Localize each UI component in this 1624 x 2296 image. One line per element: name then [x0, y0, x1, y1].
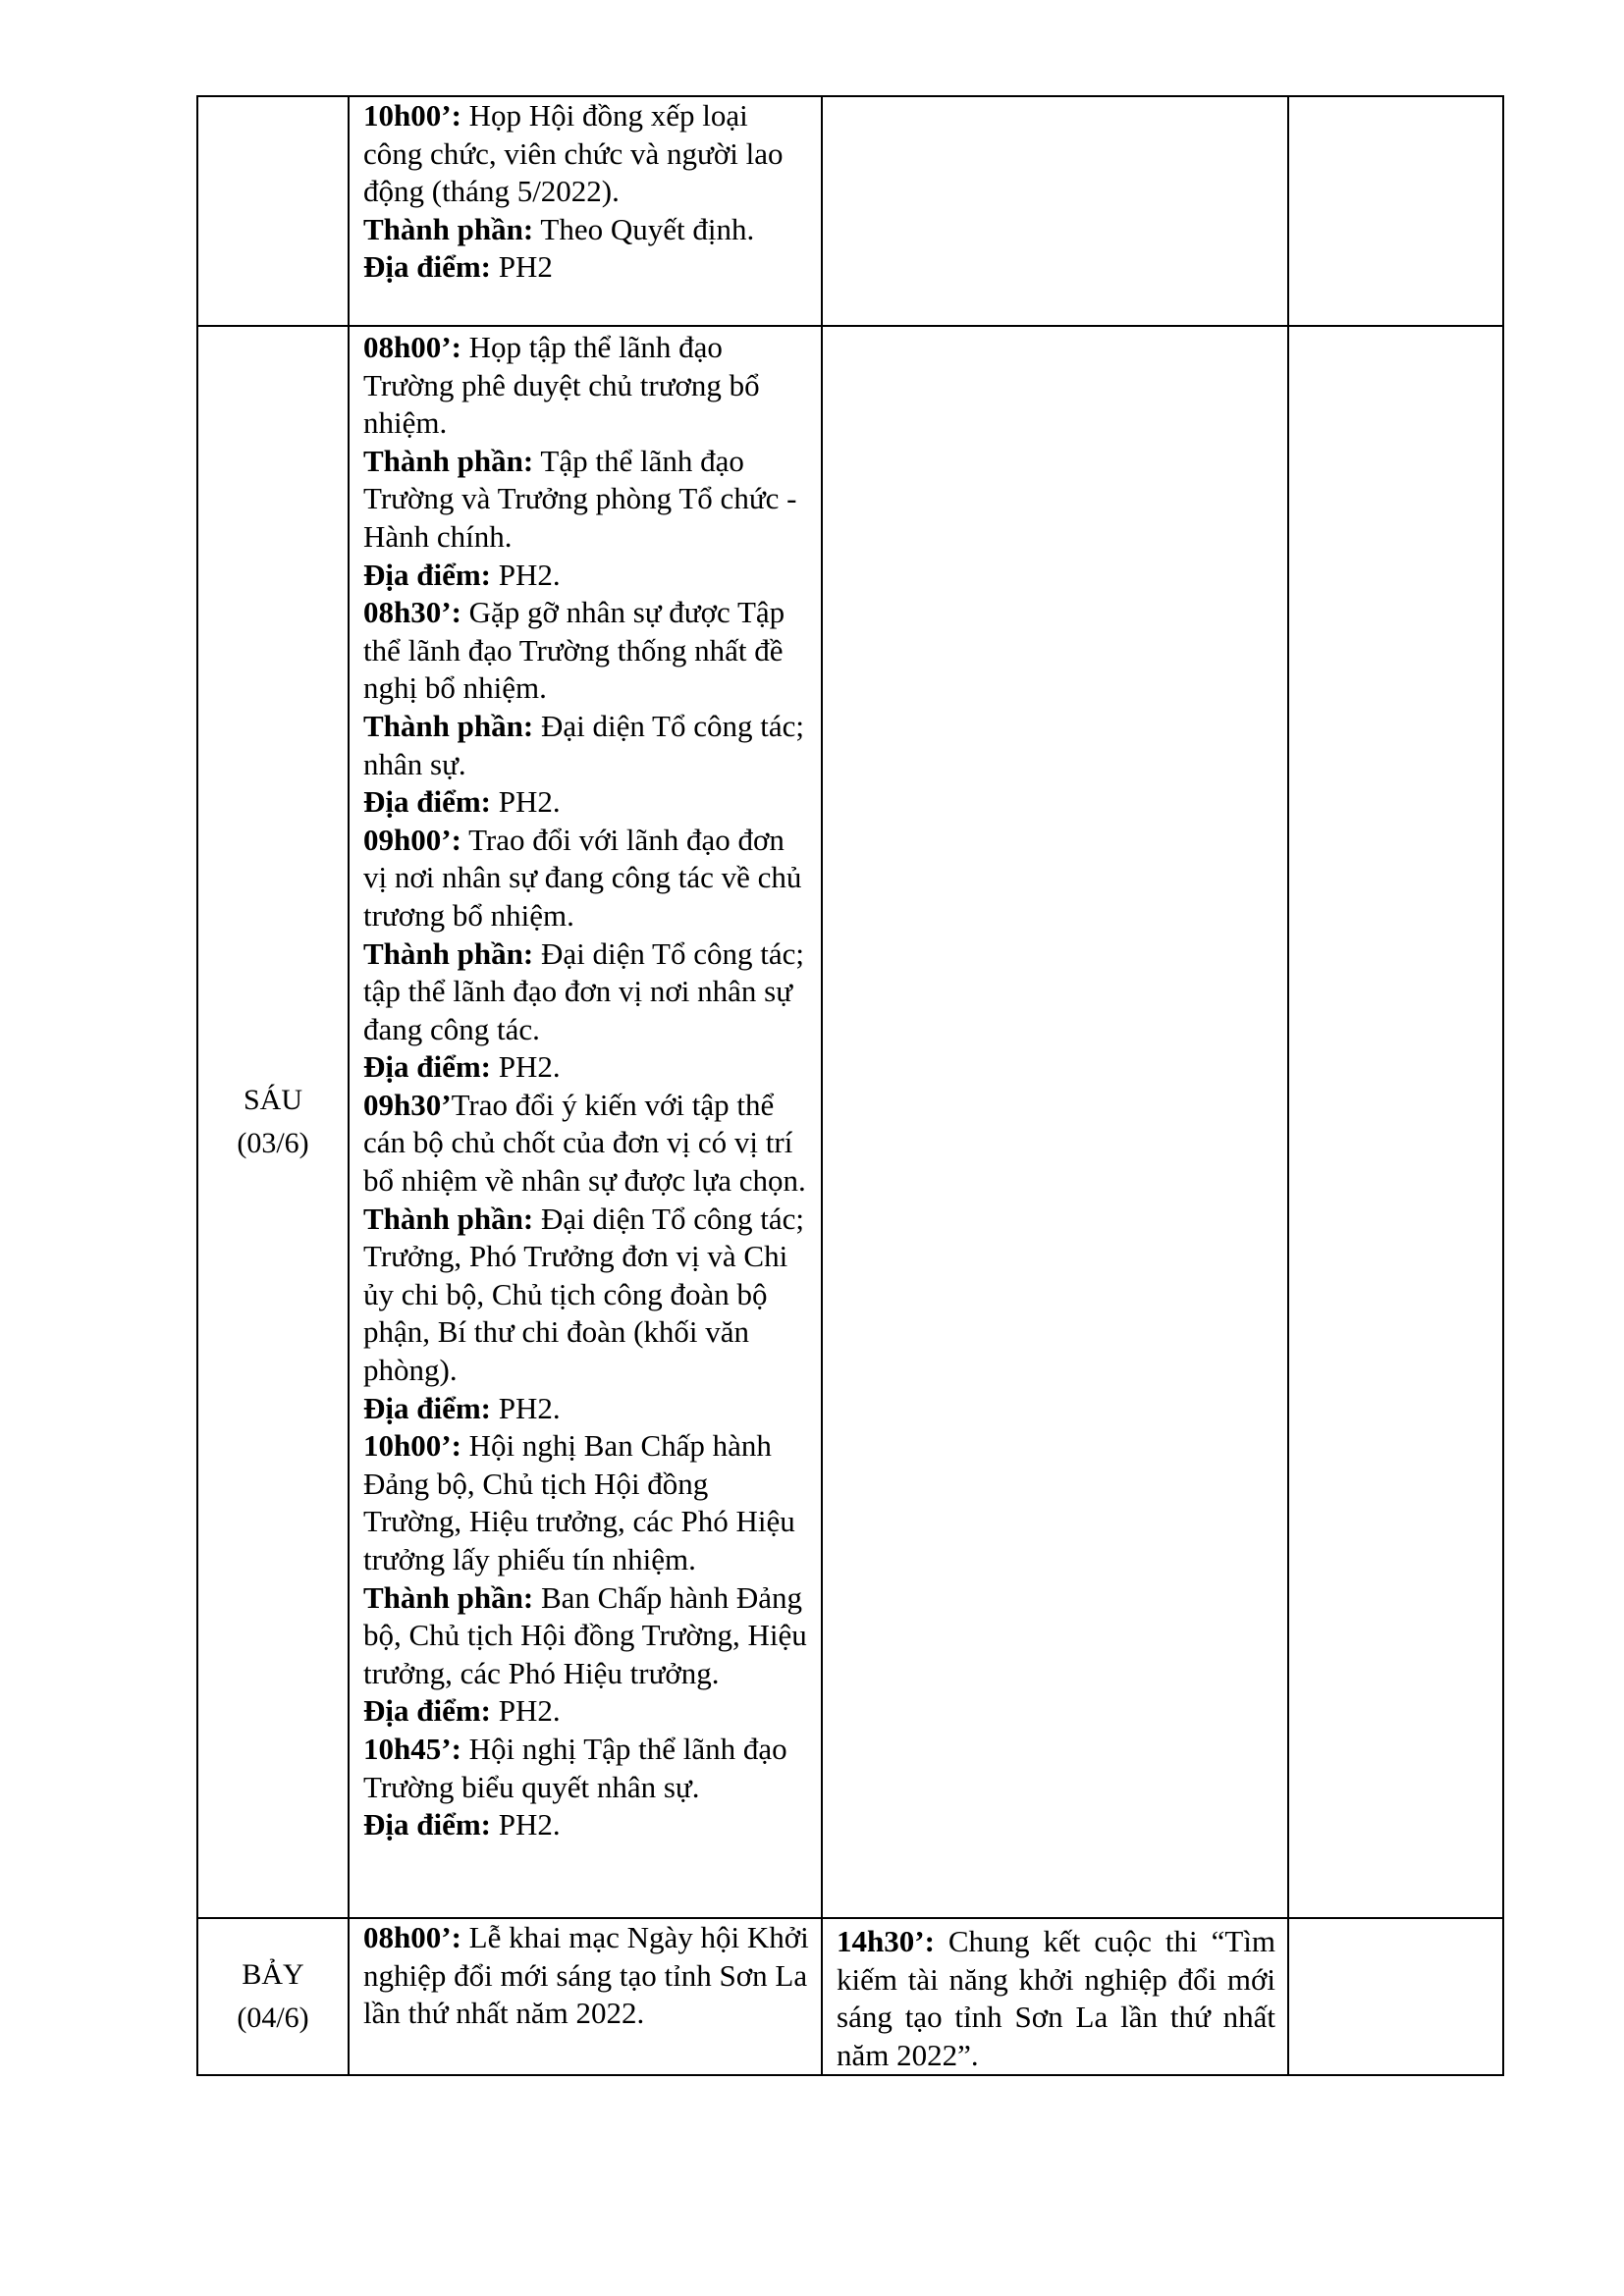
entry-label: Thành phần:	[363, 708, 534, 743]
entry-time: 09h30’	[363, 1087, 452, 1122]
entry-label: Thành phần:	[363, 443, 534, 478]
entry-text: Trao đổi với lãnh đạo đơn vị nơi nhân sự đang công tác về chủ trương bổ nhiệm.	[363, 822, 802, 933]
participants-line	[363, 211, 809, 249]
note-cell	[1288, 96, 1503, 326]
entry-text: Theo Quyết định.	[533, 211, 755, 246]
entry-text: Hội nghị Ban Chấp hành Đảng bộ, Chủ tịch Hội đồng Trường, Hiệu trưởng, các Phó Hiệu trưởng lấy phiếu tín nhiệm.	[363, 1428, 795, 1576]
entry-label: Địa điểm:	[363, 249, 492, 285]
entry-text: Họp Hội đồng xếp loại công chức, viên chức và người lao động (tháng 5/2022).	[363, 98, 784, 209]
entry-label: Địa điểm:	[363, 1049, 492, 1085]
afternoon-cell	[822, 326, 1288, 1918]
day-name: SÁU	[243, 1084, 302, 1116]
schedule-entry	[363, 97, 809, 211]
entry-label: Địa điểm:	[363, 1693, 492, 1729]
entry-label: Địa điểm:	[363, 1807, 492, 1842]
day-cell	[197, 1918, 349, 2075]
day-cell	[197, 96, 349, 326]
entry-time: 10h45’:	[363, 1731, 461, 1766]
entry-text: Gặp gỡ nhân sự được Tập thể lãnh đạo Trường thống nhất đề nghị bổ nhiệm.	[363, 595, 785, 706]
afternoon-cell	[822, 1918, 1288, 2075]
morning-cell	[349, 1918, 822, 2075]
entry-text: PH2.	[491, 1693, 561, 1729]
entry-time: 14h30’:	[837, 1924, 935, 1958]
day-date: (03/6)	[237, 1127, 309, 1159]
entry-time: 08h30’:	[363, 595, 461, 630]
table-row	[197, 96, 1503, 326]
entry-text: Lễ khai mạc Ngày hội Khởi nghiệp đổi mới sáng tạo tỉnh Sơn La lần thứ nhất năm 2022.	[363, 1920, 809, 2031]
entry-text: Tập thể lãnh đạo Trường và Trưởng phòng Tổ chức - Hành chính.	[363, 443, 797, 554]
day-name: BẢY	[242, 1958, 304, 1992]
day-date: (04/6)	[237, 2002, 309, 2035]
afternoon-cell	[822, 96, 1288, 326]
entry-text: Đại diện Tổ công tác; nhân sự.	[363, 708, 804, 781]
entry-time: 09h00’:	[363, 822, 461, 857]
entry-text: Ban Chấp hành Đảng bộ, Chủ tịch Hội đồng Trường, Hiệu trưởng, các Phó Hiệu trưởng.	[363, 1579, 807, 1690]
entry-label: Địa điểm:	[363, 1390, 492, 1425]
entry-label: Thành phần:	[363, 211, 534, 246]
entry-label: Thành phần:	[363, 1201, 534, 1236]
morning-cell	[349, 96, 822, 326]
note-cell	[1288, 1918, 1503, 2075]
entry-time: 08h00’:	[363, 330, 461, 364]
entry-text: PH2.	[491, 784, 561, 820]
entry-text: Họp tập thể lãnh đạo Trường phê duyệt chủ trương bổ nhiệm.	[363, 330, 760, 441]
entry-text: Hội nghị Tập thể lãnh đạo Trường biểu quyết nhân sự.	[363, 1731, 787, 1804]
entry-time: 10h00’:	[363, 1428, 461, 1464]
entry-time: 10h00’:	[363, 98, 461, 133]
entry-text: Đại diện Tổ công tác; tập thể lãnh đạo đơn vị nơi nhân sự đang công tác.	[363, 935, 804, 1046]
entry-text: PH2.	[491, 1807, 561, 1842]
location-line	[363, 248, 809, 287]
table-row	[197, 326, 1503, 1918]
entry-time: 08h00’:	[363, 1920, 461, 1954]
entry-text: PH2	[491, 249, 553, 285]
morning-cell	[349, 326, 822, 1918]
entry-label: Thành phần:	[363, 1579, 534, 1615]
entry-text: PH2.	[491, 1390, 561, 1425]
entry-text: PH2.	[491, 557, 561, 592]
schedule-table	[196, 95, 1504, 2076]
note-cell	[1288, 326, 1503, 1918]
day-cell	[197, 326, 349, 1918]
entry-text: Trao đổi ý kiến với tập thể cán bộ chủ chốt của đơn vị có vị trí bổ nhiệm về nhân sự được lựa chọn.	[363, 1087, 806, 1199]
entry-label: Thành phần:	[363, 935, 534, 971]
entry-text: PH2.	[491, 1049, 561, 1085]
entry-label: Địa điểm:	[363, 784, 492, 820]
table-row	[197, 1918, 1503, 2075]
entry-label: Địa điểm:	[363, 557, 492, 592]
entry-text: Chung kết cuộc thi “Tìm kiếm tài năng khởi nghiệp đổi mới sáng tạo tỉnh Sơn La lần thứ nhất năm 2022”.	[837, 1924, 1275, 2072]
entry-text: Đại diện Tổ công tác; Trưởng, Phó Trưởng đơn vị và Chi ủy chi bộ, Chủ tịch công đoàn bộ phận, Bí thư chi đoàn (khối văn phòng).	[363, 1201, 804, 1388]
